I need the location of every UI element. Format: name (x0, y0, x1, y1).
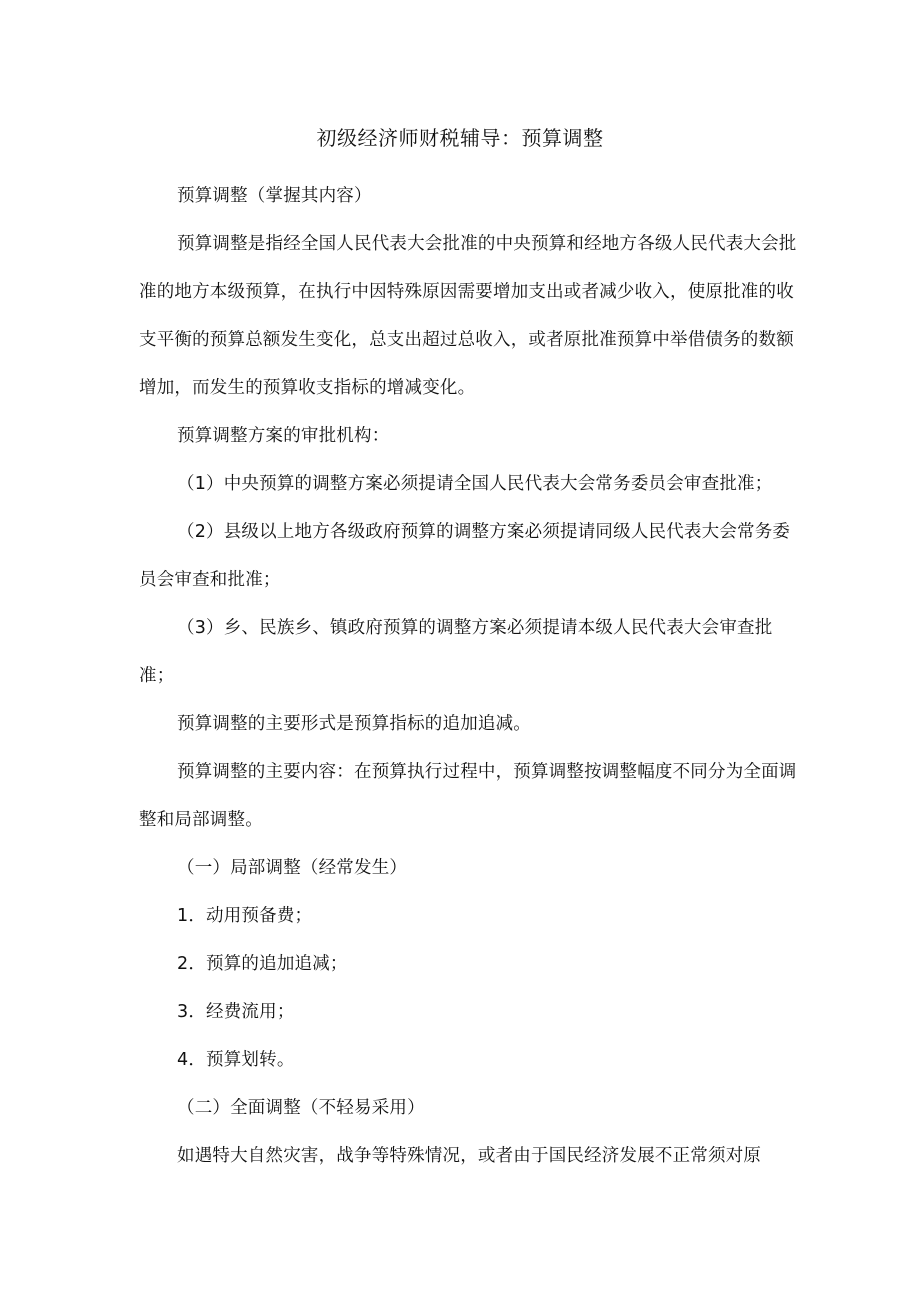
list-item: 4．预算划转。 (177, 1050, 295, 1070)
list-item: 2．预算的追加追减； (177, 954, 348, 974)
paragraph-full-content: 如遇特大自然灾害，战争等特殊情况，或者由于国民经济发展不正常须对原 (177, 1146, 762, 1166)
paragraph-main-content: 预算调整的主要内容：在预算执行过程中，预算调整按调整幅度不同分为全面调整和局部调整。 (139, 762, 797, 830)
list-item: 1．动用预备费； (177, 906, 313, 926)
list-item: 3．经费流用； (177, 1002, 295, 1022)
paragraph-full-heading: （二）全面调整（不轻易采用） (177, 1098, 425, 1118)
paragraph-definition: 预算调整是指经全国人民代表大会批准的中央预算和经地方各级人民代表大会批准的地方本级预算，在执行中因特殊原因需要增加支出或者减少收入，使原批准的收支平衡的预算总额发生变化，总支出超过总收入，或者原批准预算中举借债务的数额增加，而发生的预算收支指标的增减变化。 (139, 234, 797, 398)
document-title: 初级经济师财税辅导：预算调整 (316, 126, 604, 150)
paragraph-approval-2: （2）县级以上地方各级政府预算的调整方案必须提请同级人民代表大会常务委员会审查和批准； (139, 522, 791, 590)
paragraph-approval-heading: 预算调整方案的审批机构： (177, 426, 390, 446)
document-body (139, 172, 799, 1180)
paragraph-main-form: 预算调整的主要形式是预算指标的追加追减。 (177, 714, 531, 734)
paragraph-heading: 预算调整（掌握其内容） (177, 186, 372, 206)
paragraph-partial-heading: （一）局部调整（经常发生） (177, 858, 408, 878)
paragraph-approval-3: （3）乡、民族乡、镇政府预算的调整方案必须提请本级人民代表大会审查批准； (139, 618, 773, 686)
paragraph-approval-1: （1）中央预算的调整方案必须提请全国人民代表大会常务委员会审查批准； (177, 474, 773, 494)
